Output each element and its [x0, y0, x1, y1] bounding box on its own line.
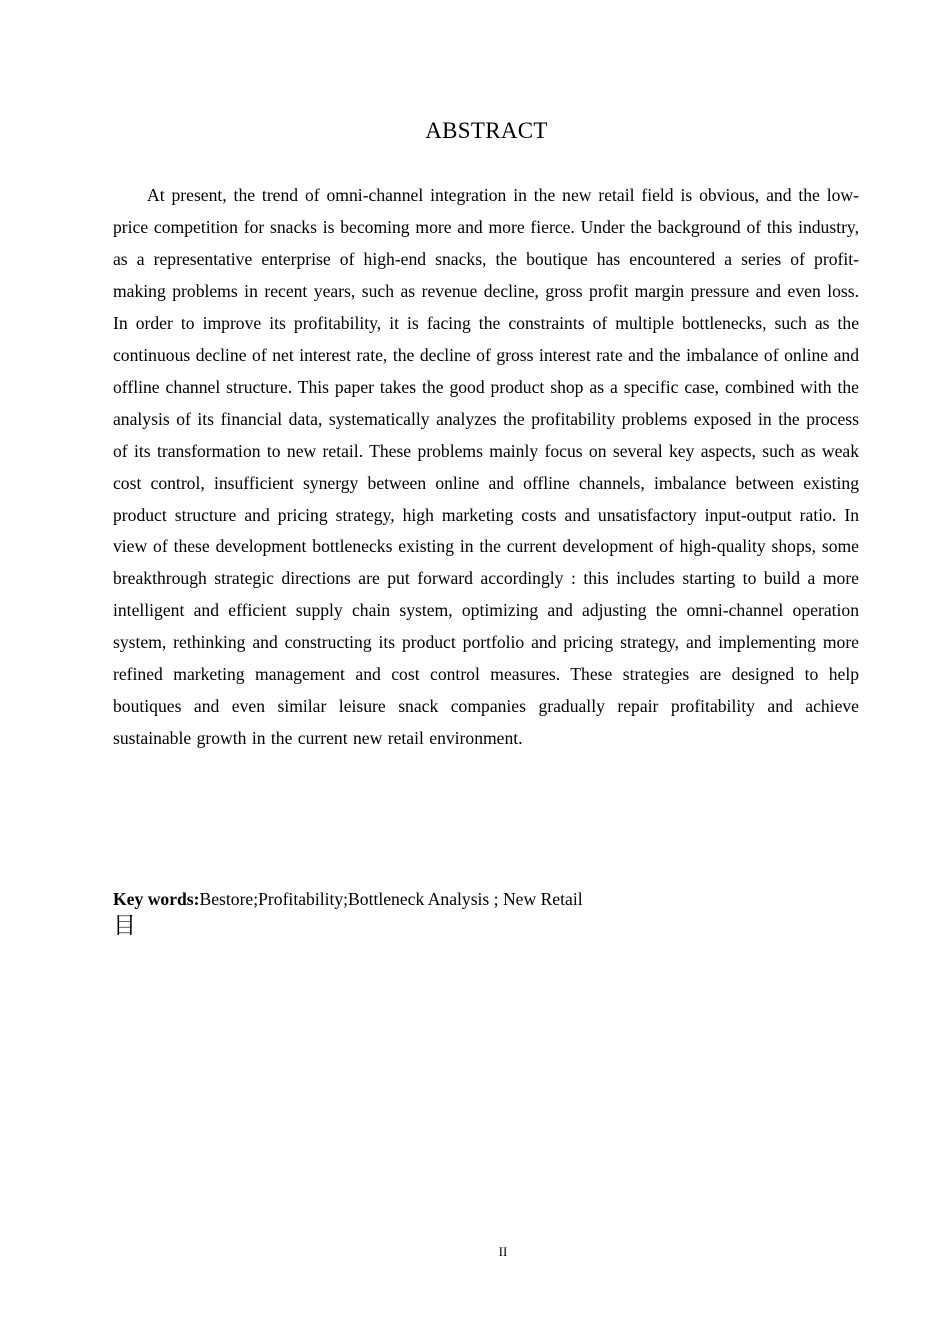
page-number: II — [498, 1244, 508, 1259]
abstract-body: At present, the trend of omni-channel integration in the new retail field is obvious, and the low-price competition for snacks is becoming more and more fierce. Under the background of this industry, as a representative enterprise of high-end snacks, the boutique has encountered a series of profit-making problems in recent years, such as revenue decline, gross profit margin pressure and even loss. In order to improve its profitability, it is facing the constraints of multiple bottlenecks, such as the continuous decline of net interest rate, the decline of gross interest rate and the imbalance of online and offline channel structure. This paper takes the good product shop as a specific case, combined with the analysis of its financial data, systematically analyzes the profitability problems exposed in the process of its transformation to new retail. These problems mainly focus on several key aspects, such as weak cost control, insufficient synergy between online and offline channels, imbalance between existing product structure and pricing strategy, high marketing costs and unsatisfactory input-output ratio. In view of these development bottlenecks existing in the current development of high-quality shops, some breakthrough strategic directions are put forward accordingly : this includes starting to build a more intelligent and efficient supply chain system, optimizing and adjusting the omni-channel operation system, rethinking and constructing its product portfolio and pricing strategy, and implementing more refined marketing management and cost control measures. These strategies are designed to help boutiques and even similar leisure snack companies gradually repair profitability and achieve sustainable growth in the current new retail environment. — [113, 185, 859, 749]
keywords-value: Bestore;Profitability;Bottleneck Analysis ; New Retail — [199, 889, 583, 909]
keywords-line — [113, 886, 859, 912]
abstract-title: ABSTRACT — [425, 118, 548, 143]
keywords-label: Key words: — [113, 889, 200, 909]
toc-heading-fragment: 目 — [113, 913, 136, 939]
